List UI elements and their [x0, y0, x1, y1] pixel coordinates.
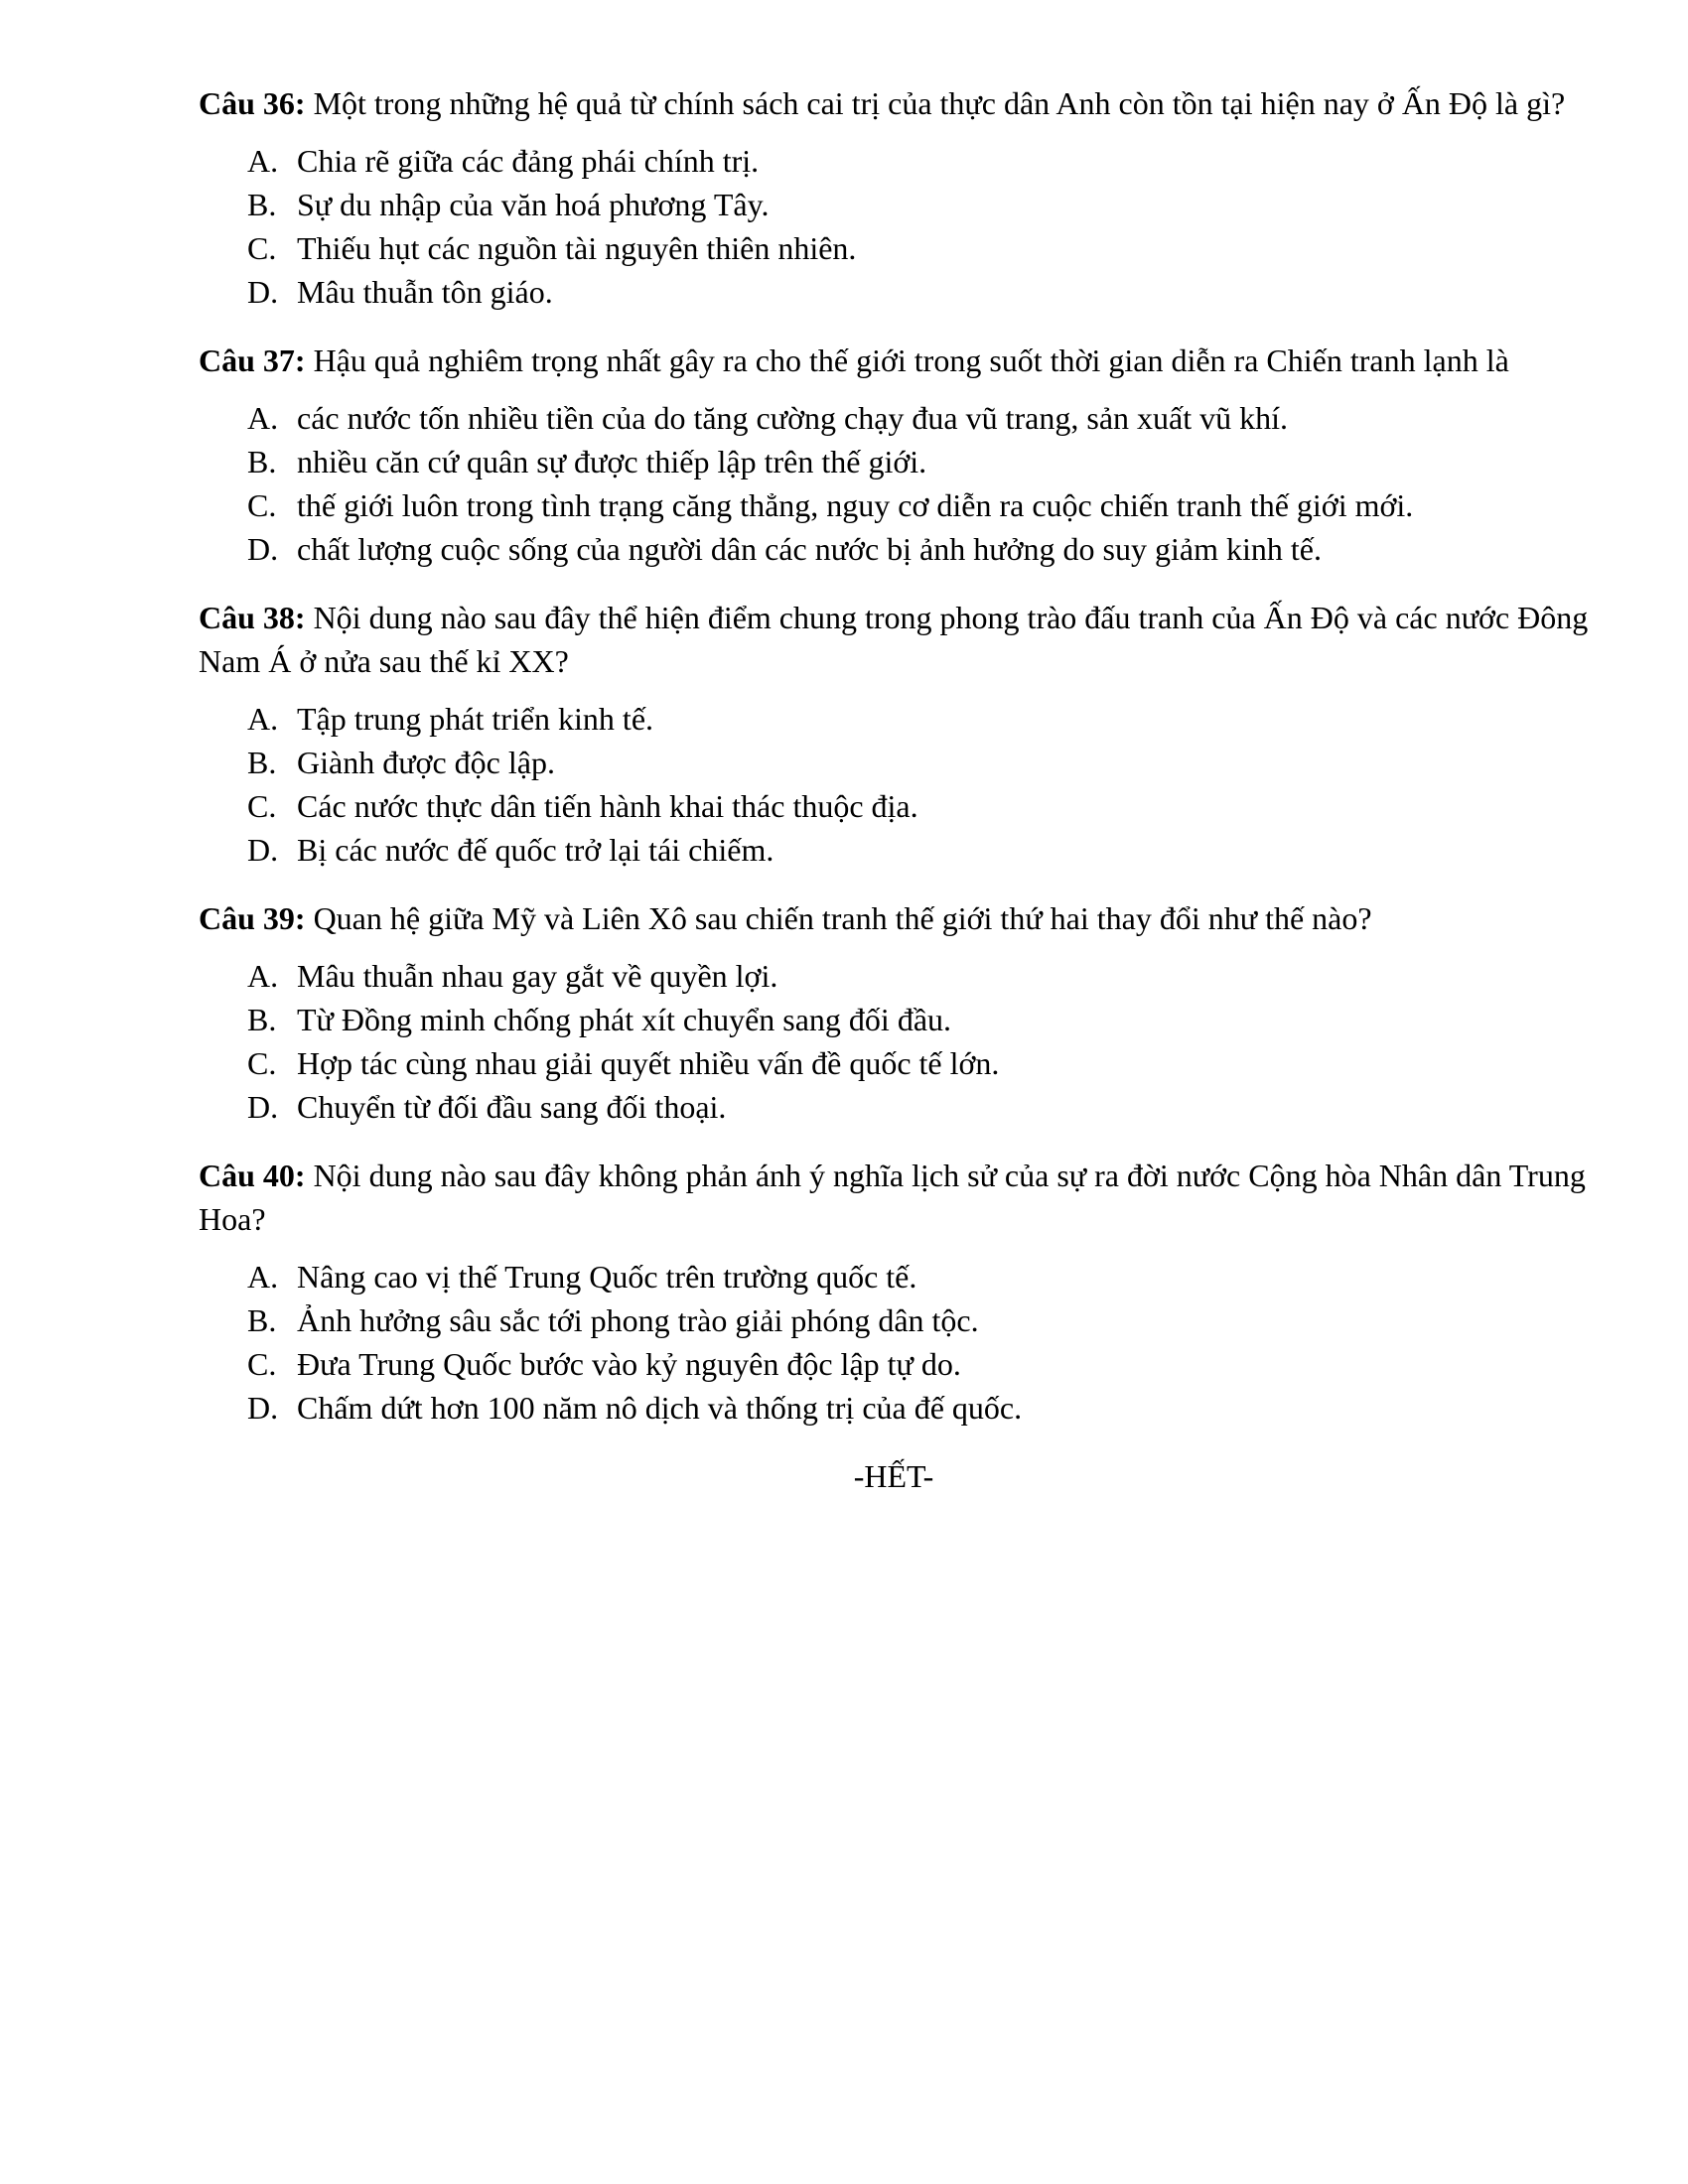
- option-a: [199, 1255, 1589, 1298]
- option-text: Mâu thuẫn tôn giáo.: [297, 274, 553, 310]
- exam-page: [199, 81, 1589, 1498]
- question-stem: [199, 81, 1589, 125]
- answer-options: [199, 954, 1589, 1129]
- option-text: Tập trung phát triển kinh tế.: [297, 701, 654, 737]
- question-number: Câu 39:: [199, 900, 306, 936]
- option-a: [199, 396, 1589, 440]
- option-letter: D.: [247, 1390, 279, 1426]
- option-letter: D.: [247, 531, 279, 567]
- option-text: Nâng cao vị thế Trung Quốc trên trường quốc tế.: [297, 1259, 917, 1295]
- option-c: [199, 226, 1589, 270]
- option-letter: A.: [247, 958, 279, 994]
- option-letter: B.: [247, 187, 277, 222]
- option-text: Hợp tác cùng nhau giải quyết nhiều vấn đề quốc tế lớn.: [297, 1045, 1000, 1081]
- option-letter: A.: [247, 1259, 279, 1295]
- question-37: [199, 339, 1589, 571]
- option-text: Chấm dứt hơn 100 năm nô dịch và thống trị của đế quốc.: [297, 1390, 1023, 1426]
- option-letter: C.: [247, 788, 277, 824]
- question-36: [199, 81, 1589, 314]
- option-letter: C.: [247, 1346, 277, 1382]
- option-b: [199, 1298, 1589, 1342]
- option-b: [199, 440, 1589, 483]
- answer-options: [199, 396, 1589, 571]
- option-letter: C.: [247, 230, 277, 266]
- answer-options: [199, 1255, 1589, 1430]
- question-stem: [199, 339, 1589, 382]
- option-letter: A.: [247, 701, 279, 737]
- option-text: Ảnh hưởng sâu sắc tới phong trào giải phóng dân tộc.: [297, 1302, 979, 1338]
- question-text: Một trong những hệ quả từ chính sách cai trị của thực dân Anh còn tồn tại hiện nay ở Ấn Độ là gì?: [305, 85, 1566, 121]
- option-text: Mâu thuẫn nhau gay gắt về quyền lợi.: [297, 958, 778, 994]
- option-letter: C.: [247, 487, 277, 523]
- option-letter: B.: [247, 1302, 277, 1338]
- option-text: chất lượng cuộc sống của người dân các nước bị ảnh hưởng do suy giảm kinh tế.: [297, 531, 1322, 567]
- question-number: Câu 36:: [199, 85, 306, 121]
- question-38: [199, 596, 1589, 872]
- option-letter: B.: [247, 745, 277, 780]
- option-text: nhiều căn cứ quân sự được thiếp lập trên thế giới.: [297, 444, 927, 479]
- question-text: Nội dung nào sau đây không phản ánh ý nghĩa lịch sử của sự ra đời nước Cộng hòa Nhân dân Trung Hoa?: [199, 1158, 1586, 1237]
- option-b: [199, 741, 1589, 784]
- option-letter: C.: [247, 1045, 277, 1081]
- option-c: [199, 784, 1589, 828]
- option-b: [199, 998, 1589, 1041]
- option-text: Sự du nhập của văn hoá phương Tây.: [297, 187, 770, 222]
- option-c: [199, 1041, 1589, 1085]
- option-text: thế giới luôn trong tình trạng căng thẳng, nguy cơ diễn ra cuộc chiến tranh thế giới mới.: [297, 487, 1414, 523]
- option-text: Bị các nước đế quốc trở lại tái chiếm.: [297, 832, 774, 868]
- option-c: [199, 1342, 1589, 1386]
- question-text: Nội dung nào sau đây thể hiện điểm chung trong phong trào đấu tranh của Ấn Độ và các nước Đông Nam Á ở nửa sau thế kỉ XX?: [199, 600, 1589, 679]
- question-number: Câu 40:: [199, 1158, 306, 1193]
- question-39: [199, 896, 1589, 1129]
- option-text: Thiếu hụt các nguồn tài nguyên thiên nhiên.: [297, 230, 857, 266]
- option-d: [199, 1085, 1589, 1129]
- option-d: [199, 527, 1589, 571]
- option-b: [199, 183, 1589, 226]
- question-stem: [199, 1154, 1589, 1241]
- answer-options: [199, 139, 1589, 314]
- question-number: Câu 37:: [199, 342, 306, 378]
- option-letter: A.: [247, 400, 279, 436]
- option-text: Từ Đồng minh chống phát xít chuyển sang đối đầu.: [297, 1002, 952, 1037]
- option-letter: D.: [247, 274, 279, 310]
- question-number: Câu 38:: [199, 600, 306, 635]
- option-a: [199, 139, 1589, 183]
- option-text: Chuyển từ đối đầu sang đối thoại.: [297, 1089, 727, 1125]
- option-a: [199, 697, 1589, 741]
- option-d: [199, 1386, 1589, 1430]
- question-text: Hậu quả nghiêm trọng nhất gây ra cho thế giới trong suốt thời gian diễn ra Chiến tranh lạnh là: [305, 342, 1509, 378]
- option-text: các nước tốn nhiều tiền của do tăng cường chạy đua vũ trang, sản xuất vũ khí.: [297, 400, 1289, 436]
- answer-options: [199, 697, 1589, 872]
- question-40: [199, 1154, 1589, 1430]
- option-d: [199, 270, 1589, 314]
- question-stem: [199, 596, 1589, 683]
- option-text: Chia rẽ giữa các đảng phái chính trị.: [297, 143, 760, 179]
- end-mark: -HẾT-: [853, 1458, 934, 1494]
- option-letter: B.: [247, 1002, 277, 1037]
- option-letter: A.: [247, 143, 279, 179]
- option-text: Các nước thực dân tiến hành khai thác thuộc địa.: [297, 788, 918, 824]
- option-text: Giành được độc lập.: [297, 745, 555, 780]
- question-text: Quan hệ giữa Mỹ và Liên Xô sau chiến tranh thế giới thứ hai thay đổi như thế nào?: [305, 900, 1372, 936]
- option-letter: D.: [247, 832, 279, 868]
- option-c: [199, 483, 1589, 527]
- option-text: Đưa Trung Quốc bước vào kỷ nguyên độc lập tự do.: [297, 1346, 961, 1382]
- option-d: [199, 828, 1589, 872]
- option-letter: D.: [247, 1089, 279, 1125]
- option-a: [199, 954, 1589, 998]
- question-stem: [199, 896, 1589, 940]
- option-letter: B.: [247, 444, 277, 479]
